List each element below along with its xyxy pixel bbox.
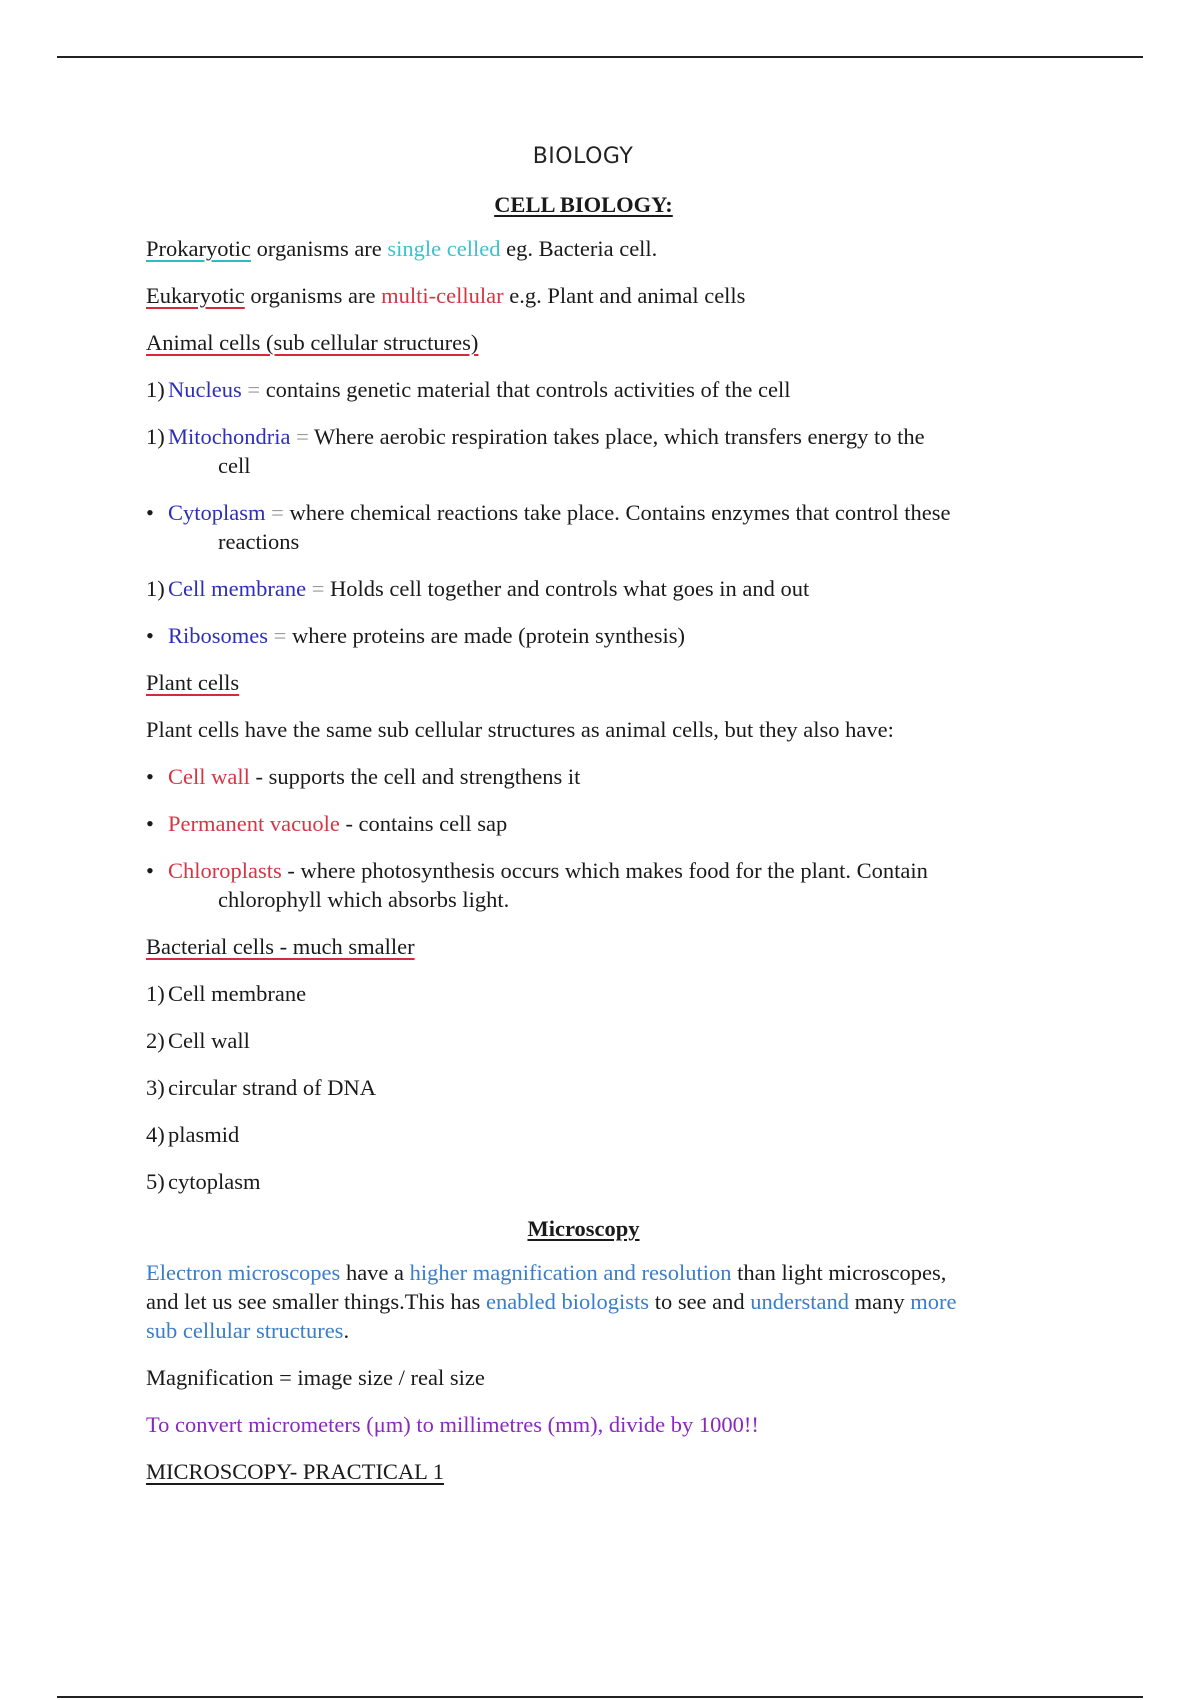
list-item-body — [168, 621, 1026, 650]
list-item-continuation: cell — [218, 453, 251, 478]
list-item — [146, 574, 1026, 603]
list-item-body — [168, 498, 1026, 556]
list-item — [146, 762, 1026, 791]
list-item — [146, 621, 1026, 650]
prokaryotic-text-2: eg. Bacteria cell. — [500, 236, 658, 261]
microscopy-paragraph — [146, 1258, 1026, 1345]
list-item-term: Ribosomes — [168, 623, 269, 648]
microscopy-heading: Microscopy — [527, 1216, 640, 1241]
list-item-text: Cell membrane — [168, 981, 307, 1006]
list-marker: 2) — [146, 1028, 165, 1053]
sub-cellular-structures-term: sub cellular structures — [146, 1318, 344, 1343]
list-item-text: circular strand of DNA — [168, 1075, 377, 1100]
list-item-continuation: reactions — [218, 529, 300, 554]
bottom-rule — [57, 1696, 1143, 1698]
list-item-body — [168, 422, 1026, 480]
bacterial-cells-heading — [146, 932, 1026, 961]
bacterial-cells-heading-text: Bacterial cells - much smaller — [146, 934, 415, 959]
practical-heading — [146, 1457, 1026, 1486]
list-item-body — [168, 762, 1026, 791]
equals-sign: = — [290, 424, 315, 449]
animal-cells-heading-text: Animal cells (sub cellular structures) — [146, 330, 479, 355]
top-rule — [57, 56, 1143, 58]
plant-cells-heading-text: Plant cells — [146, 670, 240, 695]
animal-cells-heading — [146, 328, 1026, 357]
prokaryotic-term: Prokaryotic — [146, 236, 251, 261]
list-item-continuation: chlorophyll which absorbs light. — [218, 887, 510, 912]
equals-sign: = — [241, 377, 266, 402]
prokaryotic-line — [146, 234, 1026, 263]
eukaryotic-text-2: e.g. Plant and animal cells — [503, 283, 746, 308]
list-item-text: Where aerobic respiration takes place, which transfers energy to the — [314, 424, 925, 449]
list-item-term: Cytoplasm — [168, 500, 266, 525]
bullet-marker: • — [146, 623, 154, 648]
more-term: more — [910, 1289, 957, 1314]
main-heading: CELL BIOLOGY: — [494, 192, 673, 217]
list-marker: 1) — [146, 424, 165, 449]
prokaryotic-text-1: organisms are — [250, 236, 388, 261]
list-item-body — [168, 375, 1026, 404]
list-item — [146, 1167, 1026, 1196]
list-item-text: Cell wall — [168, 1028, 250, 1053]
magnification-resolution-term: higher magnification and resolution — [409, 1260, 732, 1285]
list-item-body — [168, 574, 1026, 603]
list-item-body — [168, 809, 1026, 838]
document-body — [146, 190, 1026, 1504]
page-header-title: BIOLOGY — [532, 144, 634, 169]
bullet-marker: • — [146, 764, 154, 789]
eukaryotic-highlight: multi-cellular — [381, 283, 504, 308]
list-item-term: Cell membrane — [168, 576, 307, 601]
electron-microscopes-term: Electron microscopes — [146, 1260, 341, 1285]
list-item — [146, 1073, 1026, 1102]
list-marker: 1) — [146, 576, 165, 601]
enabled-biologists-term: enabled biologists — [485, 1289, 650, 1314]
list-marker: 3) — [146, 1075, 165, 1100]
list-item-text: - where photosynthesis occurs which makes food for the plant. Contain — [281, 858, 928, 883]
paragraph-text: have a — [340, 1260, 410, 1285]
list-item — [146, 809, 1026, 838]
list-item — [146, 856, 1026, 914]
bullet-marker: • — [146, 500, 154, 525]
eukaryotic-text-1: organisms are — [244, 283, 382, 308]
list-item-term: Chloroplasts — [168, 858, 282, 883]
list-marker: 4) — [146, 1122, 165, 1147]
paragraph-text: . — [343, 1318, 350, 1343]
list-item-text: - supports the cell and strengthens it — [249, 764, 581, 789]
equals-sign: = — [306, 576, 331, 601]
list-item-text: Holds cell together and controls what goes in and out — [330, 576, 810, 601]
list-item-text: where chemical reactions take place. Contains enzymes that control these — [289, 500, 951, 525]
list-marker: 1) — [146, 981, 165, 1006]
paragraph-text: and let us see smaller things.This has — [146, 1289, 486, 1314]
paragraph-text: many — [849, 1289, 911, 1314]
plant-cells-intro: Plant cells have the same sub cellular structures as animal cells, but they also have: — [146, 717, 894, 742]
plant-cells-heading — [146, 668, 1026, 697]
list-item-term: Mitochondria — [168, 424, 291, 449]
bullet-marker: • — [146, 858, 154, 883]
list-item-text: where proteins are made (protein synthesis) — [291, 623, 685, 648]
conversion-note: To convert micrometers (μm) to millimetres (mm), divide by 1000!! — [146, 1412, 759, 1437]
list-item-term: Cell wall — [168, 764, 250, 789]
list-item — [146, 1026, 1026, 1055]
prokaryotic-highlight: single celled — [387, 236, 501, 261]
list-item-text: contains genetic material that controls activities of the cell — [265, 377, 791, 402]
paragraph-text: to see and — [649, 1289, 751, 1314]
magnification-formula: Magnification = image size / real size — [146, 1365, 485, 1390]
practical-heading-text: MICROSCOPY- PRACTICAL 1 — [146, 1459, 444, 1484]
list-item-text: cytoplasm — [168, 1169, 261, 1194]
list-item-term: Nucleus — [168, 377, 242, 402]
eukaryotic-term: Eukaryotic — [146, 283, 245, 308]
list-marker: 1) — [146, 377, 165, 402]
paragraph-text: than light microscopes, — [731, 1260, 947, 1285]
list-item — [146, 1120, 1026, 1149]
list-item — [146, 422, 1026, 480]
list-item — [146, 375, 1026, 404]
list-item — [146, 979, 1026, 1008]
list-item — [146, 498, 1026, 556]
equals-sign: = — [268, 623, 292, 648]
list-item-text: - contains cell sap — [339, 811, 508, 836]
equals-sign: = — [265, 500, 290, 525]
bullet-marker: • — [146, 811, 154, 836]
list-marker: 5) — [146, 1169, 165, 1194]
list-item-text: plasmid — [168, 1122, 240, 1147]
list-item-term: Permanent vacuole — [168, 811, 340, 836]
understand-term: understand — [750, 1289, 850, 1314]
list-item-body — [168, 856, 1026, 914]
eukaryotic-line — [146, 281, 1026, 310]
